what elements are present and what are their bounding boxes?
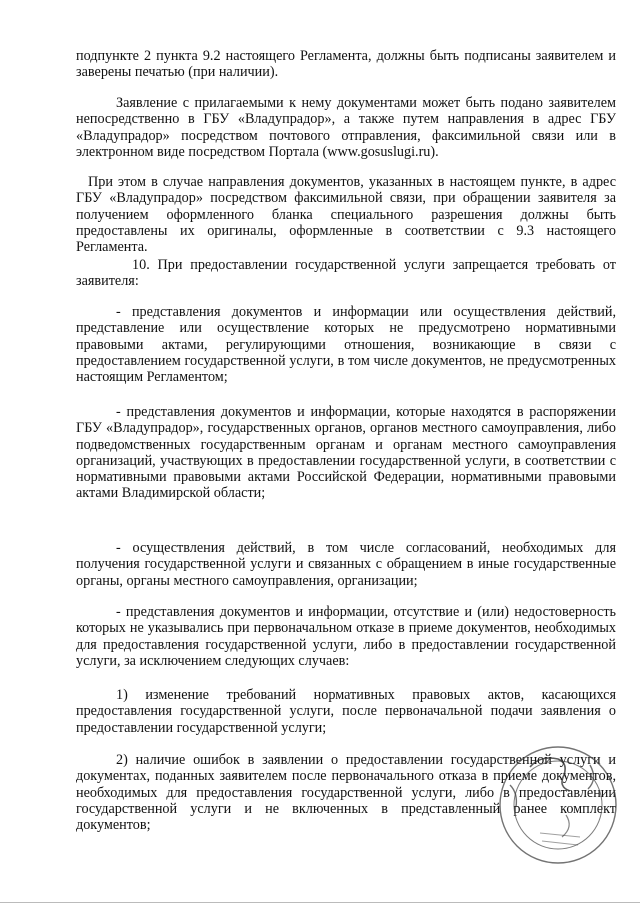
list-item-actions-approvals: - осуществления действий, в том числе согласований, необходимых для получения государственной услуги и связанных с обращением в иные государственные органы, органы местного самоуправления, организации; — [76, 540, 616, 589]
page-bottom-edge — [0, 902, 640, 903]
paragraph-prohibited-requirements-heading: 10. При предоставлении государственной услуги запрещается требовать от заявителя: — [76, 257, 616, 290]
list-item-documents-not-indicated: - представления документов и информации, отсутствие и (или) недостоверность которых не указывались при первоначальном отказе в приеме документов, необходимых для предоставления государственной услуги, либо в предоставлении государственной услуги, за исключением следующих случаев: — [76, 604, 616, 669]
seal-stamp — [470, 745, 620, 895]
list-item-documents-not-required: - представления документов и информации или осуществления действий, представление или осуществление которых не предусмотрено нормативными правовыми актами, регулирующими отношения, возникающие в связи с предоставлением государственной услуги, в том числе документов, не предусмотренных настоящим Регламентом; — [76, 304, 616, 386]
exception-item-2: 2) наличие ошибок в заявлении о предоставлении государственной услуги и документах, поданных заявителем после первоначального отказа в приеме документов, необходимых для предоставления государственной услуги, либо в предоставлении государственной услуги и не включенных в представленный ранее комплект документов; — [76, 752, 616, 834]
paragraph-signature-requirement: подпункте 2 пункта 9.2 настоящего Регламента, должны быть подписаны заявителем и заверены печатью (при наличии). — [76, 48, 616, 81]
paragraph-submission-methods: Заявление с прилагаемыми к нему документами может быть подано заявителем непосредственно в ГБУ «Владупрадор», а также путем направления в адрес ГБУ «Владупрадор» посредством почтового отправления, факсимильной связи или в электронном виде посредством Портала (www.gosuslugi.ru). — [76, 95, 616, 160]
exception-item-1: 1) изменение требований нормативных правовых актов, касающихся предоставления государственной услуги, после первоначальной подачи заявления о предоставлении государственной услуги; — [76, 687, 616, 736]
paragraph-originals-required: При этом в случае направления документов, указанных в настоящем пункте, в адрес ГБУ «Владупрадор» посредством факсимильной связи, при обращении заявителя за получением оформленного бланка специального разрешения должны быть предоставлены их оригиналы, оформленные в соответствии с 9.3 настоящего Регламента. — [76, 174, 616, 256]
seal-stamp-graphic — [470, 745, 620, 895]
list-item-documents-in-possession: - представления документов и информации, которые находятся в распоряжении ГБУ «Владупрадор», государственных органов, органов местного самоуправления, либо подведомственных государственным органам и органам местного самоуправления организаций, участвующих в предоставлении государственной услуги, в соответствии с нормативными правовыми актами Российской Федерации, нормативными правовыми актами Владимирской области; — [76, 404, 616, 502]
